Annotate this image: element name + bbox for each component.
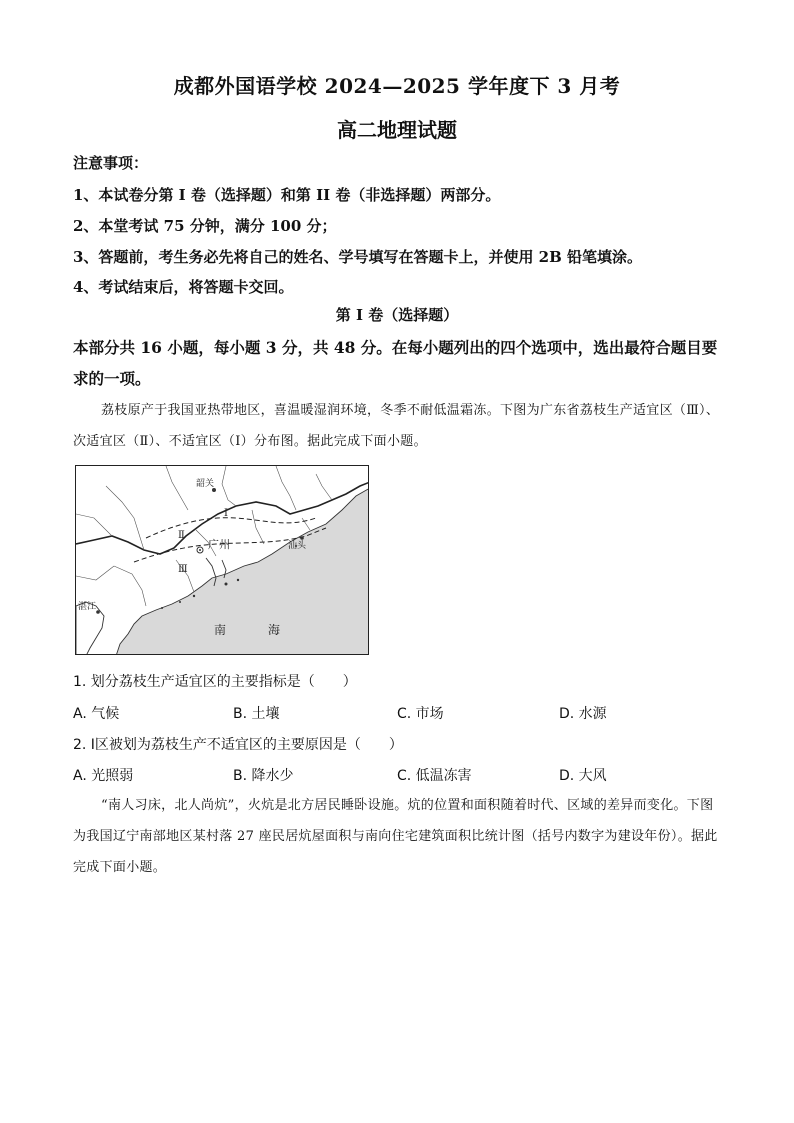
section-instruction: 本部分共 16 小题，每小题 3 分，共 48 分。在每小题列出的四个选项中，选出最符合题目要求的一项。 xyxy=(73,338,718,388)
question-2-option-c[interactable]: C. 低温冻害 xyxy=(397,768,472,784)
question-1-option-b[interactable]: B. 土壤 xyxy=(233,706,280,722)
label-shantou: 汕头 xyxy=(288,541,307,551)
label-guangzhou: 广州 xyxy=(208,538,230,551)
question-1-stem: 1. 划分荔枝生产适宜区的主要指标是（ ） xyxy=(73,674,357,690)
label-zone3: Ⅲ xyxy=(178,564,188,575)
question-2-option-a[interactable]: A. 光照弱 xyxy=(73,768,134,784)
label-hai: 海 xyxy=(268,623,281,637)
question-1-option-a[interactable]: A. 气候 xyxy=(73,706,120,722)
question-2-stem: 2. Ⅰ区被划为荔枝生产不适宜区的主要原因是（ ） xyxy=(73,737,403,753)
passage-kang: “南人习床，北人尚炕”，火炕是北方居民睡卧设施。炕的位置和面积随着时代、区域的差异而变化。下图为我国辽宁南部地区某村落 27 座民居炕屋面积与南向住宅建筑面积比统计图（括号内数字为建设年份）。据此完成下面小题。 xyxy=(73,798,718,875)
question-2-option-b[interactable]: B. 降水少 xyxy=(233,768,294,784)
exam-title: 成都外国语学校 2024—2025 学年度下 3 月考 xyxy=(173,74,621,98)
zhanjiang-marker xyxy=(96,610,100,614)
notice-item-4: 4、考试结束后，将答题卡交回。 xyxy=(73,278,294,296)
passage-lychee: 荔枝原产于我国亚热带地区，喜温暖湿润环境，冬季不耐低温霜冻。下图为广东省荔枝生产适宜区（Ⅲ）、次适宜区（Ⅱ）、不适宜区（Ⅰ）分布图。据此完成下面小题。 xyxy=(73,403,720,449)
label-zone1: Ⅰ xyxy=(224,508,228,519)
question-2-option-d[interactable]: D. 大风 xyxy=(559,768,607,784)
lychee-zone-map xyxy=(75,465,369,655)
exam-subtitle: 高二地理试题 xyxy=(337,118,457,142)
shantou-marker xyxy=(300,536,304,540)
question-1-option-d[interactable]: D. 水源 xyxy=(559,706,607,722)
section-title: 第 I 卷（选择题） xyxy=(335,306,459,324)
label-shaoguan: 韶关 xyxy=(196,479,215,489)
notice-item-2: 2、本堂考试 75 分钟，满分 100 分； xyxy=(73,217,337,235)
map-svg xyxy=(76,466,369,655)
label-zone2: Ⅱ xyxy=(178,530,185,541)
sea-area xyxy=(116,488,369,655)
zone1-boundary xyxy=(146,518,316,538)
notice-heading: 注意事项： xyxy=(73,154,149,172)
notice-item-3: 3、答题前，考生务必先将自己的姓名、学号填写在答题卡上，并使用 2B 铅笔填涂。 xyxy=(73,248,643,266)
notice-item-1: 1、本试卷分第 I 卷（选择题）和第 II 卷（非选择题）两部分。 xyxy=(73,186,501,204)
label-zhanjiang: 湛江 xyxy=(78,602,97,612)
label-nan: 南 xyxy=(214,623,227,637)
question-1-option-c[interactable]: C. 市场 xyxy=(397,706,444,722)
